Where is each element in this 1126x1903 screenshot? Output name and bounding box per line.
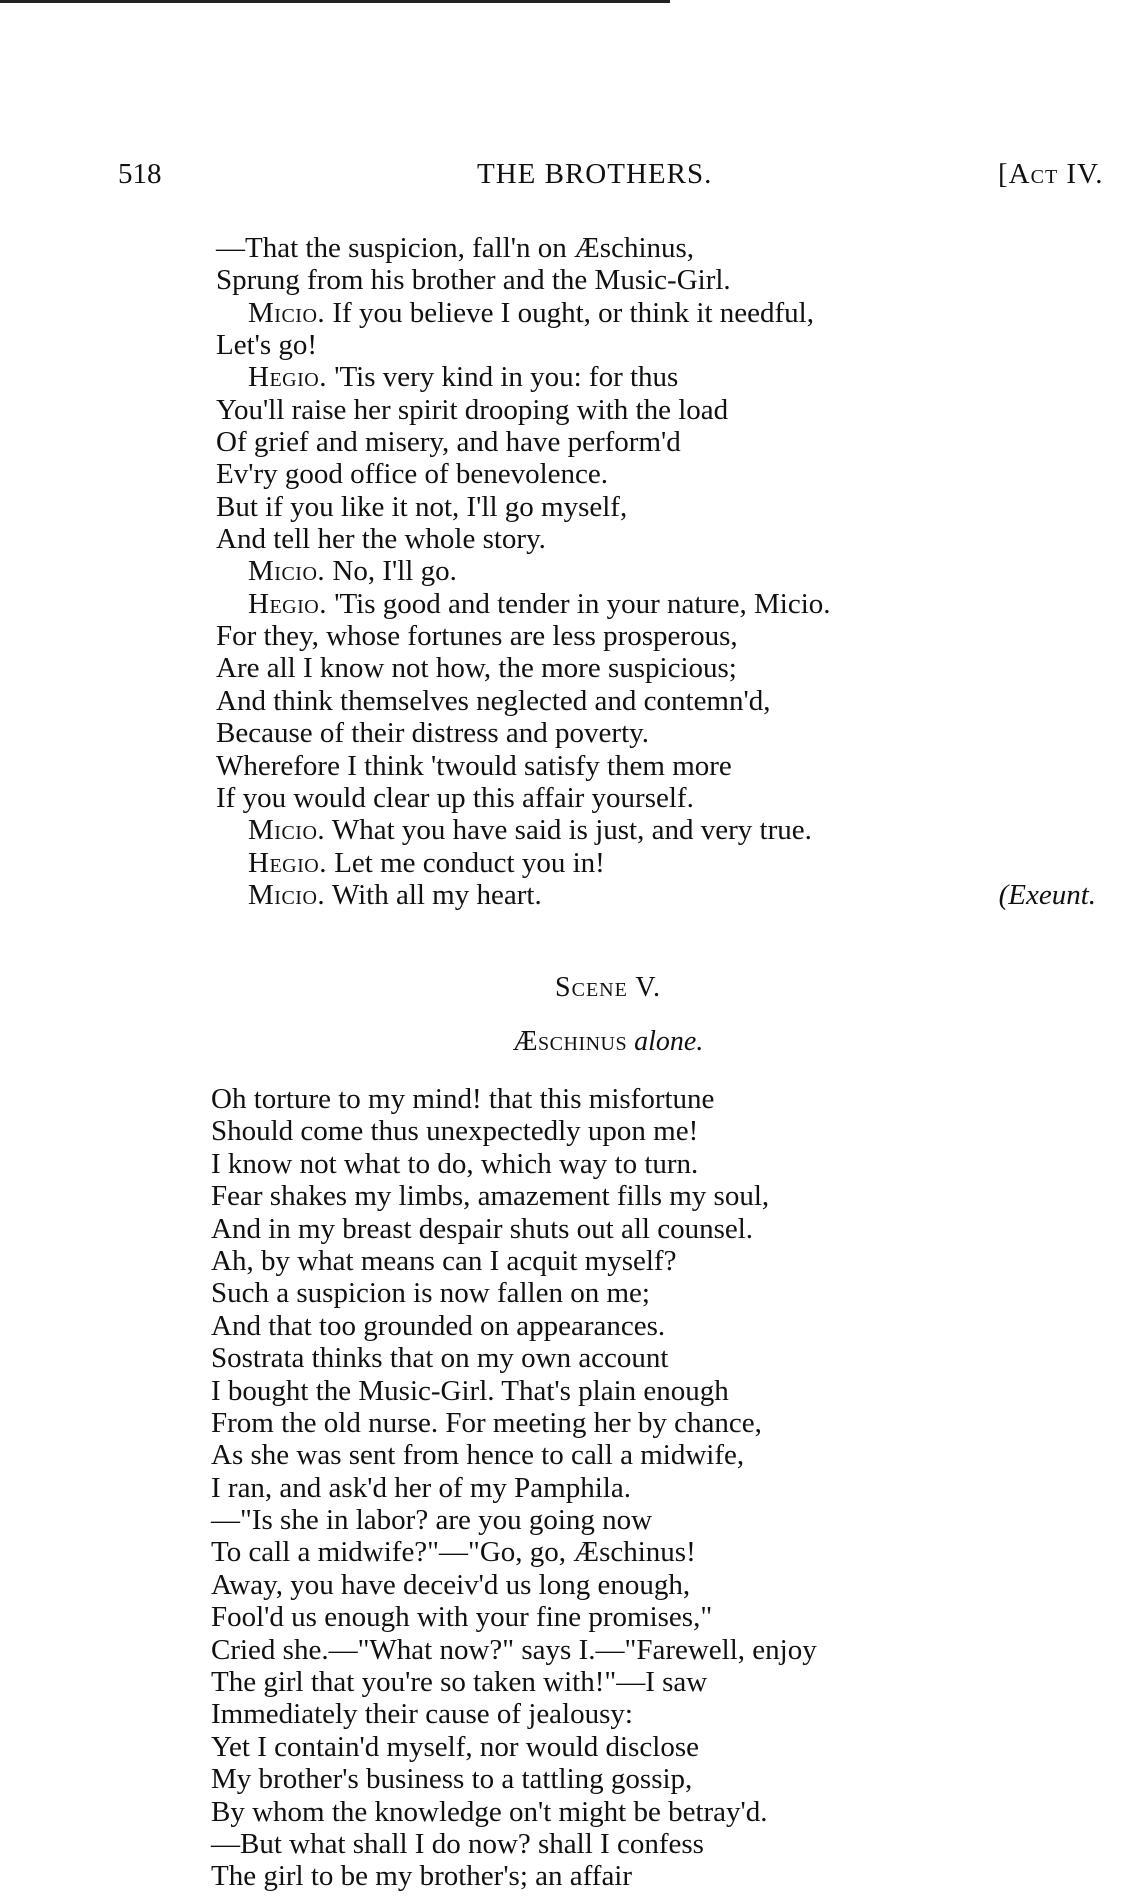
verse-line bbox=[216, 847, 1096, 879]
top-rule bbox=[0, 0, 670, 3]
verse-line bbox=[216, 232, 1096, 264]
verse-text: —That the suspicion, fall'n on Æschinus, bbox=[216, 232, 695, 264]
verse-line: I bought the Music-Girl. That's plain enough bbox=[211, 1374, 729, 1407]
verse-text: For they, whose fortunes are less prosperous, bbox=[216, 620, 738, 653]
verse-line bbox=[216, 814, 1096, 846]
verse-text: Ev'ry good office of benevolence. bbox=[216, 458, 609, 491]
verse-line: To call a midwife?"—"Go, go, Æschinus! bbox=[211, 1536, 696, 1569]
page-number: 518 bbox=[118, 158, 162, 190]
verse-line: Yet I contain'd myself, nor would disclose bbox=[211, 1730, 699, 1763]
verse-line: And in my breast despair shuts out all counsel. bbox=[211, 1212, 754, 1245]
verse-line bbox=[216, 329, 1096, 361]
page-header bbox=[0, 158, 1126, 198]
verse-line bbox=[216, 717, 1096, 749]
verse-line: Fool'd us enough with your fine promises," bbox=[211, 1601, 713, 1634]
verse-line: From the old nurse. For meeting her by chance, bbox=[211, 1406, 762, 1439]
scene-heading: Scene V. bbox=[555, 972, 661, 1003]
verse-text: Let me conduct you in! bbox=[326, 846, 605, 879]
verse-line: I ran, and ask'd her of my Pamphila. bbox=[211, 1471, 631, 1504]
verse-line: Should come thus unexpectedly upon me! bbox=[211, 1115, 699, 1148]
verse-line bbox=[216, 555, 1096, 587]
verse-line: And that too grounded on appearances. bbox=[211, 1309, 666, 1342]
verse-text: But if you like it not, I'll go myself, bbox=[216, 490, 628, 523]
verse-line bbox=[216, 264, 1096, 296]
running-title: THE BROTHERS. bbox=[477, 158, 713, 190]
verse-line: —But what shall I do now? shall I confess bbox=[211, 1827, 704, 1860]
act-label: [Act IV. bbox=[998, 158, 1104, 190]
verse-line: As she was sent from hence to call a midwife, bbox=[211, 1439, 745, 1472]
verse-text: Are all I know not how, the more suspicious; bbox=[216, 652, 737, 685]
verse-text: Sprung from his brother and the Music-Girl. bbox=[216, 264, 731, 297]
verse-text: And tell her the whole story. bbox=[216, 523, 546, 556]
stage-direction-alone: alone. bbox=[634, 1026, 704, 1057]
scene-subheading bbox=[0, 1026, 1126, 1058]
verse-line: My brother's business to a tattling gossip, bbox=[211, 1763, 693, 1796]
verse-line: The girl that you're so taken with!"—I saw bbox=[211, 1666, 708, 1699]
verse-line bbox=[216, 426, 1096, 458]
exit-direction: (Exeunt. bbox=[998, 878, 1096, 911]
speaker-name: Micio. bbox=[248, 814, 326, 847]
verse-line bbox=[216, 458, 1096, 490]
speaker-name: Micio. bbox=[248, 878, 326, 911]
scene-four-dialogue bbox=[216, 232, 1096, 911]
speaker-name: Hegio. bbox=[248, 846, 327, 879]
verse-text: And think themselves neglected and contemn'd, bbox=[216, 684, 771, 717]
verse-line bbox=[216, 620, 1096, 652]
verse-line: Fear shakes my limbs, amazement fills my soul, bbox=[211, 1180, 770, 1213]
verse-text: If you believe I ought, or think it needful, bbox=[325, 296, 814, 329]
verse-line: By whom the knowledge on't might be betray'd. bbox=[211, 1795, 768, 1828]
speaker-name: Hegio. bbox=[248, 587, 327, 620]
verse-line: Ah, by what means can I acquit myself? bbox=[211, 1244, 677, 1277]
verse-text: 'Tis very kind in you: for thus bbox=[326, 361, 679, 394]
verse-line: —"Is she in labor? are you going now bbox=[211, 1504, 653, 1537]
verse-text: No, I'll go. bbox=[325, 555, 457, 588]
verse-line bbox=[216, 523, 1096, 555]
verse-text: Because of their distress and poverty. bbox=[216, 717, 649, 750]
verse-text: Of grief and misery, and have perform'd bbox=[216, 426, 681, 459]
verse-text: 'Tis good and tender in your nature, Micio. bbox=[326, 587, 831, 620]
verse-line bbox=[216, 394, 1096, 426]
verse-line: Oh torture to my mind! that this misfortune bbox=[211, 1083, 715, 1115]
verse-line bbox=[216, 750, 1096, 782]
verse-line bbox=[216, 782, 1096, 814]
speaker-name: Micio. bbox=[248, 296, 326, 329]
verse-line: Such a suspicion is now fallen on me; bbox=[211, 1277, 650, 1310]
verse-text: What you have said is just, and very true. bbox=[325, 814, 812, 847]
verse-text: You'll raise her spirit drooping with the load bbox=[216, 393, 729, 426]
verse-line bbox=[216, 361, 1096, 393]
verse-line bbox=[216, 879, 1096, 911]
verse-line bbox=[216, 297, 1096, 329]
verse-line: Immediately their cause of jealousy: bbox=[211, 1698, 633, 1731]
verse-line bbox=[216, 491, 1096, 523]
character-name: Æschinus bbox=[512, 1026, 628, 1057]
speaker-name: Hegio. bbox=[248, 361, 327, 394]
verse-line: The girl to be my brother's; an affair bbox=[211, 1860, 633, 1893]
speaker-name: Micio. bbox=[248, 555, 326, 588]
soliloquy bbox=[211, 1083, 1091, 1893]
verse-text: If you would clear up this affair yourself. bbox=[216, 781, 694, 814]
verse-text: Let's go! bbox=[216, 329, 318, 362]
verse-line: Cried she.—"What now?" says I.—"Farewell, enjoy bbox=[211, 1633, 817, 1666]
verse-line bbox=[216, 685, 1096, 717]
verse-line bbox=[216, 652, 1096, 684]
verse-line: Sostrata thinks that on my own account bbox=[211, 1342, 669, 1375]
verse-line bbox=[216, 588, 1096, 620]
verse-text: With all my heart. bbox=[325, 878, 542, 911]
verse-line: I know not what to do, which way to turn. bbox=[211, 1147, 699, 1180]
verse-line: Away, you have deceiv'd us long enough, bbox=[211, 1568, 691, 1601]
verse-text: Wherefore I think 'twould satisfy them more bbox=[216, 749, 732, 782]
